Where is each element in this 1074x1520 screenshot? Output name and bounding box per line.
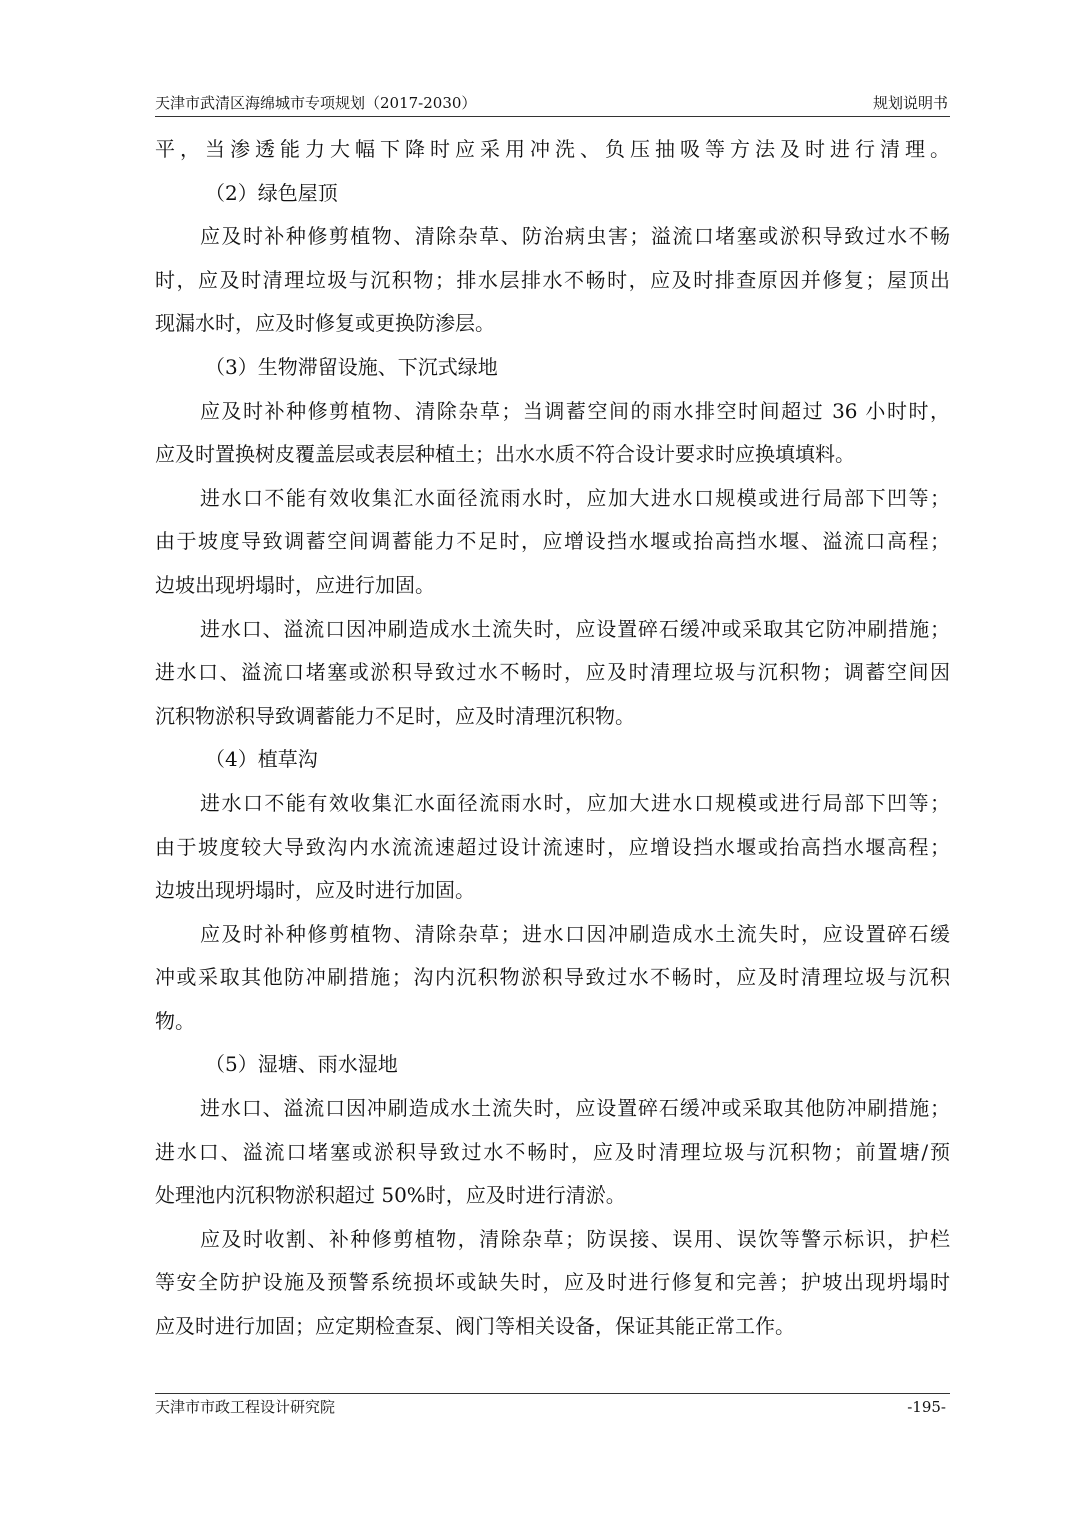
text-line: 平，当渗透能力大幅下降时应采用冲洗、负压抽吸等方法及时进行清理。 — [155, 137, 950, 161]
page-number: -195- — [907, 1398, 946, 1416]
section-heading-grass-swale: （4）植草沟 — [205, 747, 318, 772]
text-line: 应及时补种修剪植物、清除杂草；当调蓄空间的雨水排空时间超过 36 小时时， — [200, 398, 950, 423]
page-header — [155, 90, 950, 117]
section-heading-bioretention: （3）生物滞留设施、下沉式绿地 — [205, 354, 498, 379]
text-line: 进水口不能有效收集汇水面径流雨水时，应加大进水口规模或进行局部下凹等； — [200, 790, 950, 815]
text-line: 边坡出现坍塌时，应及时进行加固。 — [155, 878, 475, 903]
header-document-title: 天津市武清区海绵城市专项规划（2017-2030） — [155, 94, 477, 112]
text-line: 等安全防护设施及预警系统损坏或缺失时，应及时进行修复和完善；护坡出现坍塌时 — [155, 1270, 950, 1295]
section-heading-wet-pond: （5）湿塘、雨水湿地 — [205, 1052, 398, 1077]
text-line: 沉积物淤积导致调蓄能力不足时，应及时清理沉积物。 — [155, 703, 635, 728]
text-line: 应及时置换树皮覆盖层或表层种植土；出水水质不符合设计要求时应换填填料。 — [155, 442, 855, 467]
text-line: 进水口不能有效收集汇水面径流雨水时，应加大进水口规模或进行局部下凹等； — [200, 485, 950, 510]
header-section-label: 规划说明书 — [872, 94, 948, 112]
text-line: 应及时补种修剪植物、清除杂草、防治病虫害；溢流口堵塞或淤积导致过水不畅 — [200, 224, 950, 249]
text-line: 由于坡度较大导致沟内水流流速超过设计流速时，应增设挡水堰或抬高挡水堰高程； — [155, 834, 950, 859]
section-heading-green-roof: （2）绿色屋顶 — [205, 180, 338, 205]
page-footer — [155, 1393, 950, 1420]
text-line: 冲或采取其他防冲刷措施；沟内沉积物淤积导致过水不畅时，应及时清理垃圾与沉积 — [155, 965, 950, 990]
footer-institution: 天津市市政工程设计研究院 — [155, 1398, 336, 1416]
text-line: 时，应及时清理垃圾与沉积物；排水层排水不畅时，应及时排查原因并修复；屋顶出 — [155, 267, 950, 292]
body-text — [155, 128, 950, 1349]
text-line: 物。 — [155, 1008, 195, 1033]
text-line: 进水口、溢流口因冲刷造成水土流失时，应设置碎石缓冲或采取其它防冲刷措施； — [200, 616, 950, 641]
text-line: 由于坡度导致调蓄空间调蓄能力不足时，应增设挡水堰或抬高挡水堰、溢流口高程； — [155, 529, 950, 554]
text-line: 现漏水时，应及时修复或更换防渗层。 — [155, 311, 495, 336]
text-line: 进水口、溢流口因冲刷造成水土流失时，应设置碎石缓冲或采取其他防冲刷措施； — [200, 1096, 950, 1121]
text-line: 应及时补种修剪植物、清除杂草；进水口因冲刷造成水土流失时，应设置碎石缓 — [200, 921, 950, 946]
text-line: 应及时进行加固；应定期检查泵、阀门等相关设备，保证其能正常工作。 — [155, 1314, 795, 1339]
text-line: 应及时收割、补种修剪植物，清除杂草；防误接、误用、误饮等警示标识，护栏 — [200, 1226, 950, 1251]
text-line: 边坡出现坍塌时，应进行加固。 — [155, 572, 435, 597]
text-line: 处理池内沉积物淤积超过 50%时，应及时进行清淤。 — [155, 1183, 626, 1208]
text-line: 进水口、溢流口堵塞或淤积导致过水不畅时，应及时清理垃圾与沉积物；前置塘/预 — [155, 1139, 950, 1164]
text-line: 进水口、溢流口堵塞或淤积导致过水不畅时，应及时清理垃圾与沉积物；调蓄空间因 — [155, 660, 950, 685]
